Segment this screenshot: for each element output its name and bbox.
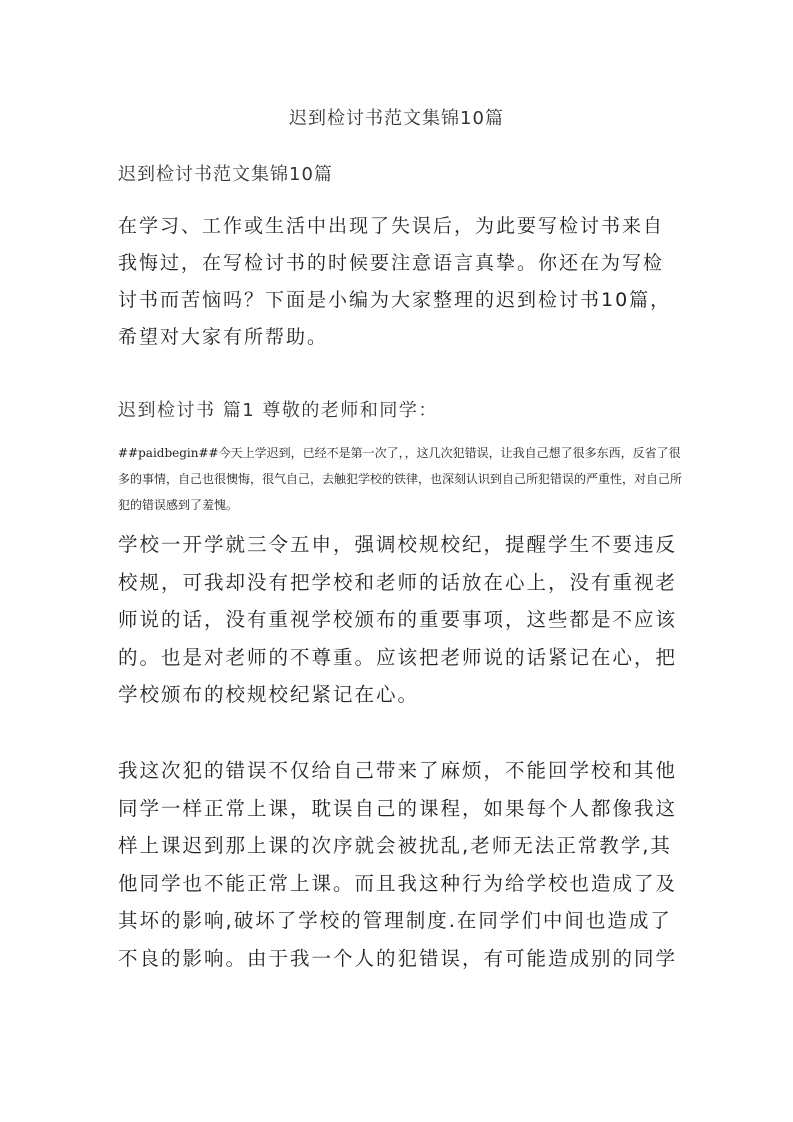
section-heading: 迟到检讨书 篇1 尊敬的老师和同学： (118, 400, 438, 421)
document-title: 迟到检讨书范文集锦10篇 (289, 108, 504, 129)
body-paragraph-1: 学校一开学就三令五申，强调校规校纪，提醒学生不要违反校规，可我却没有把学校和老师的话放在心上，没有重视老师说的话，没有重视学校颁布的重要事项，这些都是不应该的。也是对老师的不尊重。应该把老师说的话紧记在心，把学校颁布的校规校纪紧记在心。 (118, 533, 678, 706)
document-subtitle: 迟到检讨书范文集锦10篇 (118, 164, 333, 185)
intro-paragraph: 在学习、工作或生活中出现了失误后，为此要写检讨书来自我悔过，在写检讨书的时候要注意语言真挚。你还在为写检讨书而苦恼吗？下面是小编为大家整理的迟到检讨书10篇，希望对大家有所帮助。 (118, 215, 672, 348)
body-paragraph-2: 我这次犯的错误不仅给自己带来了麻烦，不能回学校和其他同学一样正常上课，耽误自己的课程，如果每个人都像我这样上课迟到那上课的次序就会被扰乱,老师无法正常教学,其他同学也不能正常上课。而且我这种行为给学校也造成了及其坏的影响,破坏了学校的管理制度.在同学们中间也造成了不良的影响。由于我一个人的犯错误，有可能造成别的同学 (118, 759, 678, 970)
small-paragraph: ##paidbegin##今天上学迟到，已经不是第一次了，，这几次犯错误，让我自己想了很多东西，反省了很多的事情，自己也很懊悔，很气自己，去触犯学校的铁律，也深刻认识到自己所犯错误的严重性，对自己所犯的错误感到了羞愧。 (118, 446, 683, 512)
